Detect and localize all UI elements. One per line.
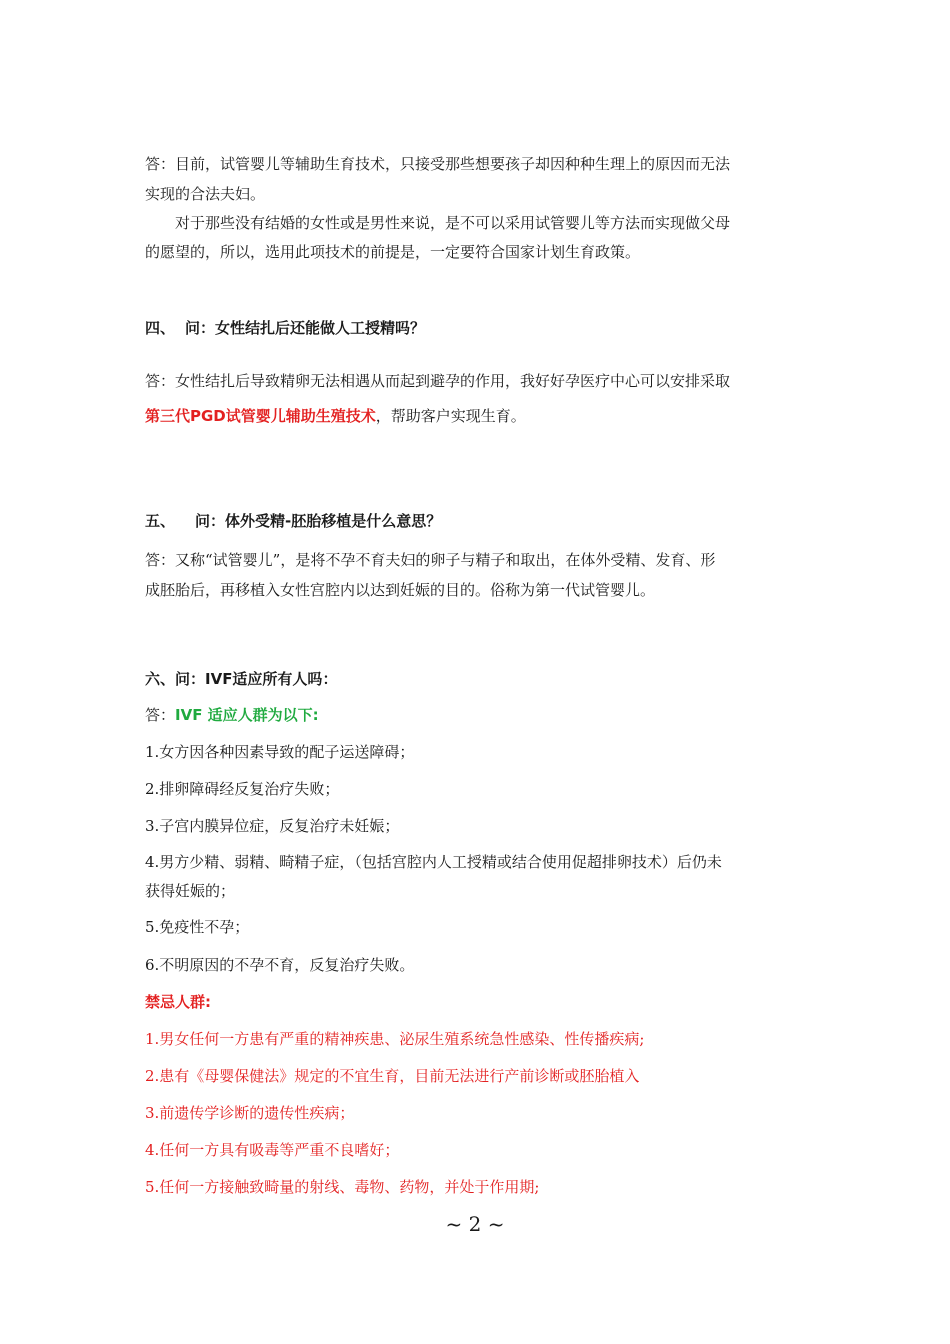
- q3-para2-line-2: 的愿望的，所以，选用此项技术的前提是，一定要符合国家计划生育政策。: [145, 243, 641, 261]
- indication-item: 1.女方因各种因素导致的配子运送障碍；: [145, 743, 415, 761]
- contraindication-item: 3.前遗传学诊断的遗传性疾病；: [145, 1104, 355, 1122]
- q5-heading-text: 问：体外受精-胚胎移植是什么意思？: [195, 512, 442, 530]
- indication-item: 2.排卵障碍经反复治疗失败；: [145, 780, 340, 798]
- q4-answer-rest: ，帮助客户实现生育。: [375, 407, 526, 425]
- q5-answer-line-2: 成胚胎后，再移植入女性宫腔内以达到妊娠的目的。俗称为第一代试管婴儿。: [145, 581, 656, 599]
- q4-heading-num: 四、: [145, 319, 176, 337]
- q6-answer-intro: [145, 703, 805, 727]
- indication-item: 6.不明原因的不孕不育，反复治疗失败。: [145, 956, 415, 974]
- contraindication-title: 禁忌人群:: [145, 993, 211, 1011]
- q3-para2-line-1: 对于那些没有结婚的女性或是男性来说，是不可以采用试管婴儿等方法而实现做父母: [175, 214, 731, 232]
- q6-answer-prefix: 答：: [145, 706, 176, 724]
- q6-answer-highlight: IVF 适应人群为以下:: [175, 706, 319, 724]
- indication-item: 5.免疫性不孕；: [145, 918, 250, 936]
- indication-item: 4.男方少精、弱精、畸精子症，（包括宫腔内人工授精或结合使用促超排卵技术）后仍未: [145, 853, 722, 871]
- q4-answer-line-1: 答：女性结扎后导致精卵无法相遇从而起到避孕的作用，我好好孕医疗中心可以安排采取: [145, 372, 731, 390]
- q6-heading: 六、问：IVF适应所有人吗：: [145, 670, 338, 688]
- indication-item: 3.子宫内膜异位症，反复治疗未妊娠；: [145, 817, 400, 835]
- q5-answer-line-1: 答：又称“试管婴儿”，是将不孕不育夫妇的卵子与精子和取出，在体外受精、发育、形: [145, 551, 716, 569]
- contraindication-item: 4.任何一方具有吸毒等严重不良嗜好；: [145, 1141, 400, 1159]
- q4-answer-line-2: [145, 404, 805, 428]
- q4-answer-highlight: 第三代PGD试管婴儿辅助生殖技术: [145, 407, 376, 425]
- q5-heading: [145, 509, 805, 533]
- contraindication-item: 2.患有《母婴保健法》规定的不宜生育，目前无法进行产前诊断或胚胎植入: [145, 1067, 640, 1085]
- q5-heading-num: 五、: [145, 512, 176, 530]
- q3-answer-line-1: 答：目前，试管婴儿等辅助生育技术，只接受那些想要孩子却因种种生理上的原因而无法: [145, 155, 731, 173]
- indication-item: 获得妊娠的；: [145, 882, 236, 900]
- q3-answer-line-2: 实现的合法夫妇。: [145, 185, 266, 203]
- q4-heading: [145, 316, 805, 340]
- page-number: ~ 2 ~: [445, 1212, 505, 1236]
- contraindication-item: 5.任何一方接触致畸量的射线、毒物、药物，并处于作用期;: [145, 1178, 540, 1196]
- q4-heading-text: 问：女性结扎后还能做人工授精吗？: [185, 319, 426, 337]
- contraindication-item: 1.男女任何一方患有严重的精神疾患、泌尿生殖系统急性感染、性传播疾病;: [145, 1030, 645, 1048]
